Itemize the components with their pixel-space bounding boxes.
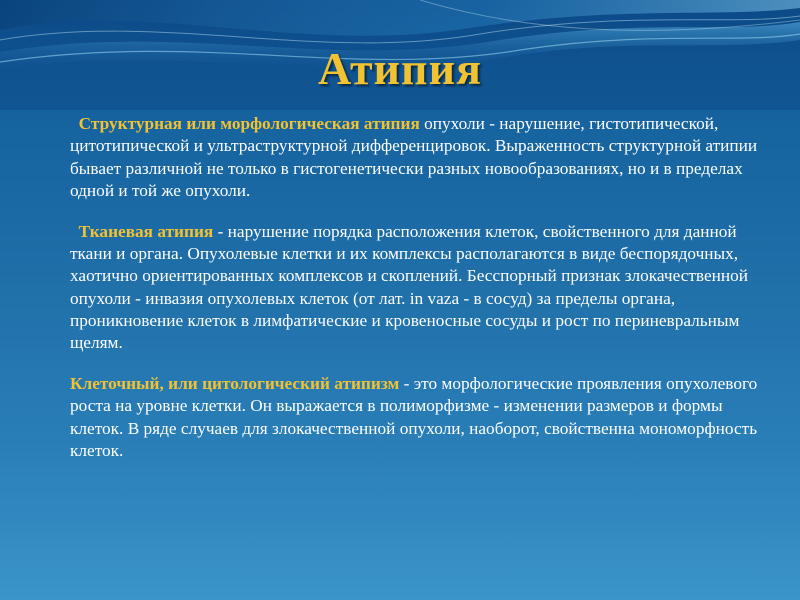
paragraph-tissue-atypia xyxy=(70,221,758,355)
paragraph-text: - нарушение порядка расположения клеток, свойственного для данной ткани и органа. Опухолевые клетки и их комплексы располагаются в виде беспорядочных, хаотично ориентированных комплексов и скоплений. Бесспорный признак злокачественной опухоли - инвазия опухолевых клеток (от лат. in vaza - в сосуд) за пределы органа, проникновение клеток в лимфатические и кровеносные сосуды и рост по периневральным щелям. xyxy=(70,221,749,353)
paragraph-text: опухоли - нарушение, гистотипической, цитотипической и ультраструктурной дифференцировок. Выраженность структурной атипии бывает различной не только в гистогенетически разных новообразованиях, но и в пределах одной и той же опухоли. xyxy=(70,114,758,200)
paragraph-text: - это морфологические проявления опухолевого роста на уровне клетки. Он выражается в полиморфизме - изменении размеров и формы клеток. В ряде случаев для злокачественной опухоли, наоборот, свойственна мономорфность клеток. xyxy=(70,373,758,460)
term-structural-atypia: Структурная или морфологическая атипия xyxy=(78,114,420,133)
paragraph-indent xyxy=(70,114,79,133)
slide-body xyxy=(70,113,758,481)
paragraph-structural-atypia xyxy=(70,113,758,202)
term-tissue-atypia: Тканевая атипия xyxy=(78,221,214,241)
term-cellular-atypism: Клеточный, или цитологический атипизм xyxy=(70,373,400,393)
slide-title: Атипия xyxy=(318,43,482,94)
paragraph-cellular-atypism xyxy=(70,373,758,462)
paragraph-indent xyxy=(70,222,79,241)
